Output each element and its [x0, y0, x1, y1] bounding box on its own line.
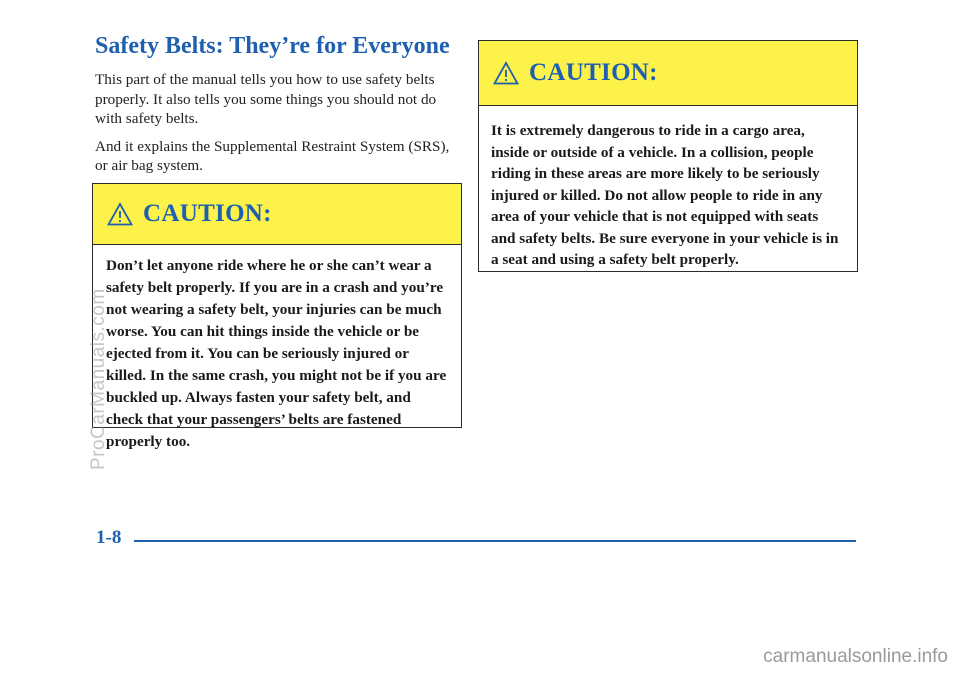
warning-triangle-icon — [107, 202, 133, 226]
caution-text: It is extremely dangerous to ride in a cargo area, inside or outside of a vehicle. In a collision, people riding in these areas are more likely to be seriously injured or killed. Do not allow people to ride in any area of your vehicle that is not equipped with seats and safety belts. Be sure everyone in your vehicle is in a seat and using a safety belt properly. — [491, 122, 839, 268]
caution-header — [479, 41, 857, 106]
caution-heading: CAUTION: — [529, 59, 658, 86]
warning-triangle-icon — [493, 61, 519, 85]
section-title: Safety Belts: They’re for Everyone — [95, 33, 450, 59]
intro-paragraph-2: And it explains the Supplemental Restraint System (SRS), or air bag system. — [95, 137, 450, 174]
site-watermark: carmanualsonline.info — [763, 646, 948, 667]
caution-header — [93, 184, 461, 245]
page-number: 1-8 — [96, 527, 122, 548]
side-watermark: ProCarManuals.com — [88, 288, 109, 470]
intro-paragraph-1: This part of the manual tells you how to use safety belts properly. It also tells you some things you should not do with safety belts. — [95, 71, 437, 127]
caution-text: Don’t let anyone ride where he or she can’t wear a safety belt properly. If you are in a crash and you’re not wearing a safety belt, your injuries can be much worse. You can hit things inside the vehicle or be ejected from it. You can be seriously injured or killed. In the same crash, you might not be if you are buckled up. Always fasten your safety belt, and check that your passengers’ belts are fastened properly too. — [106, 257, 447, 450]
footer-divider — [134, 540, 856, 542]
caution-box-belts — [92, 183, 462, 450]
caution-box-cargo — [478, 40, 858, 272]
caution-heading: CAUTION: — [143, 200, 272, 227]
intro-text — [95, 70, 465, 184]
